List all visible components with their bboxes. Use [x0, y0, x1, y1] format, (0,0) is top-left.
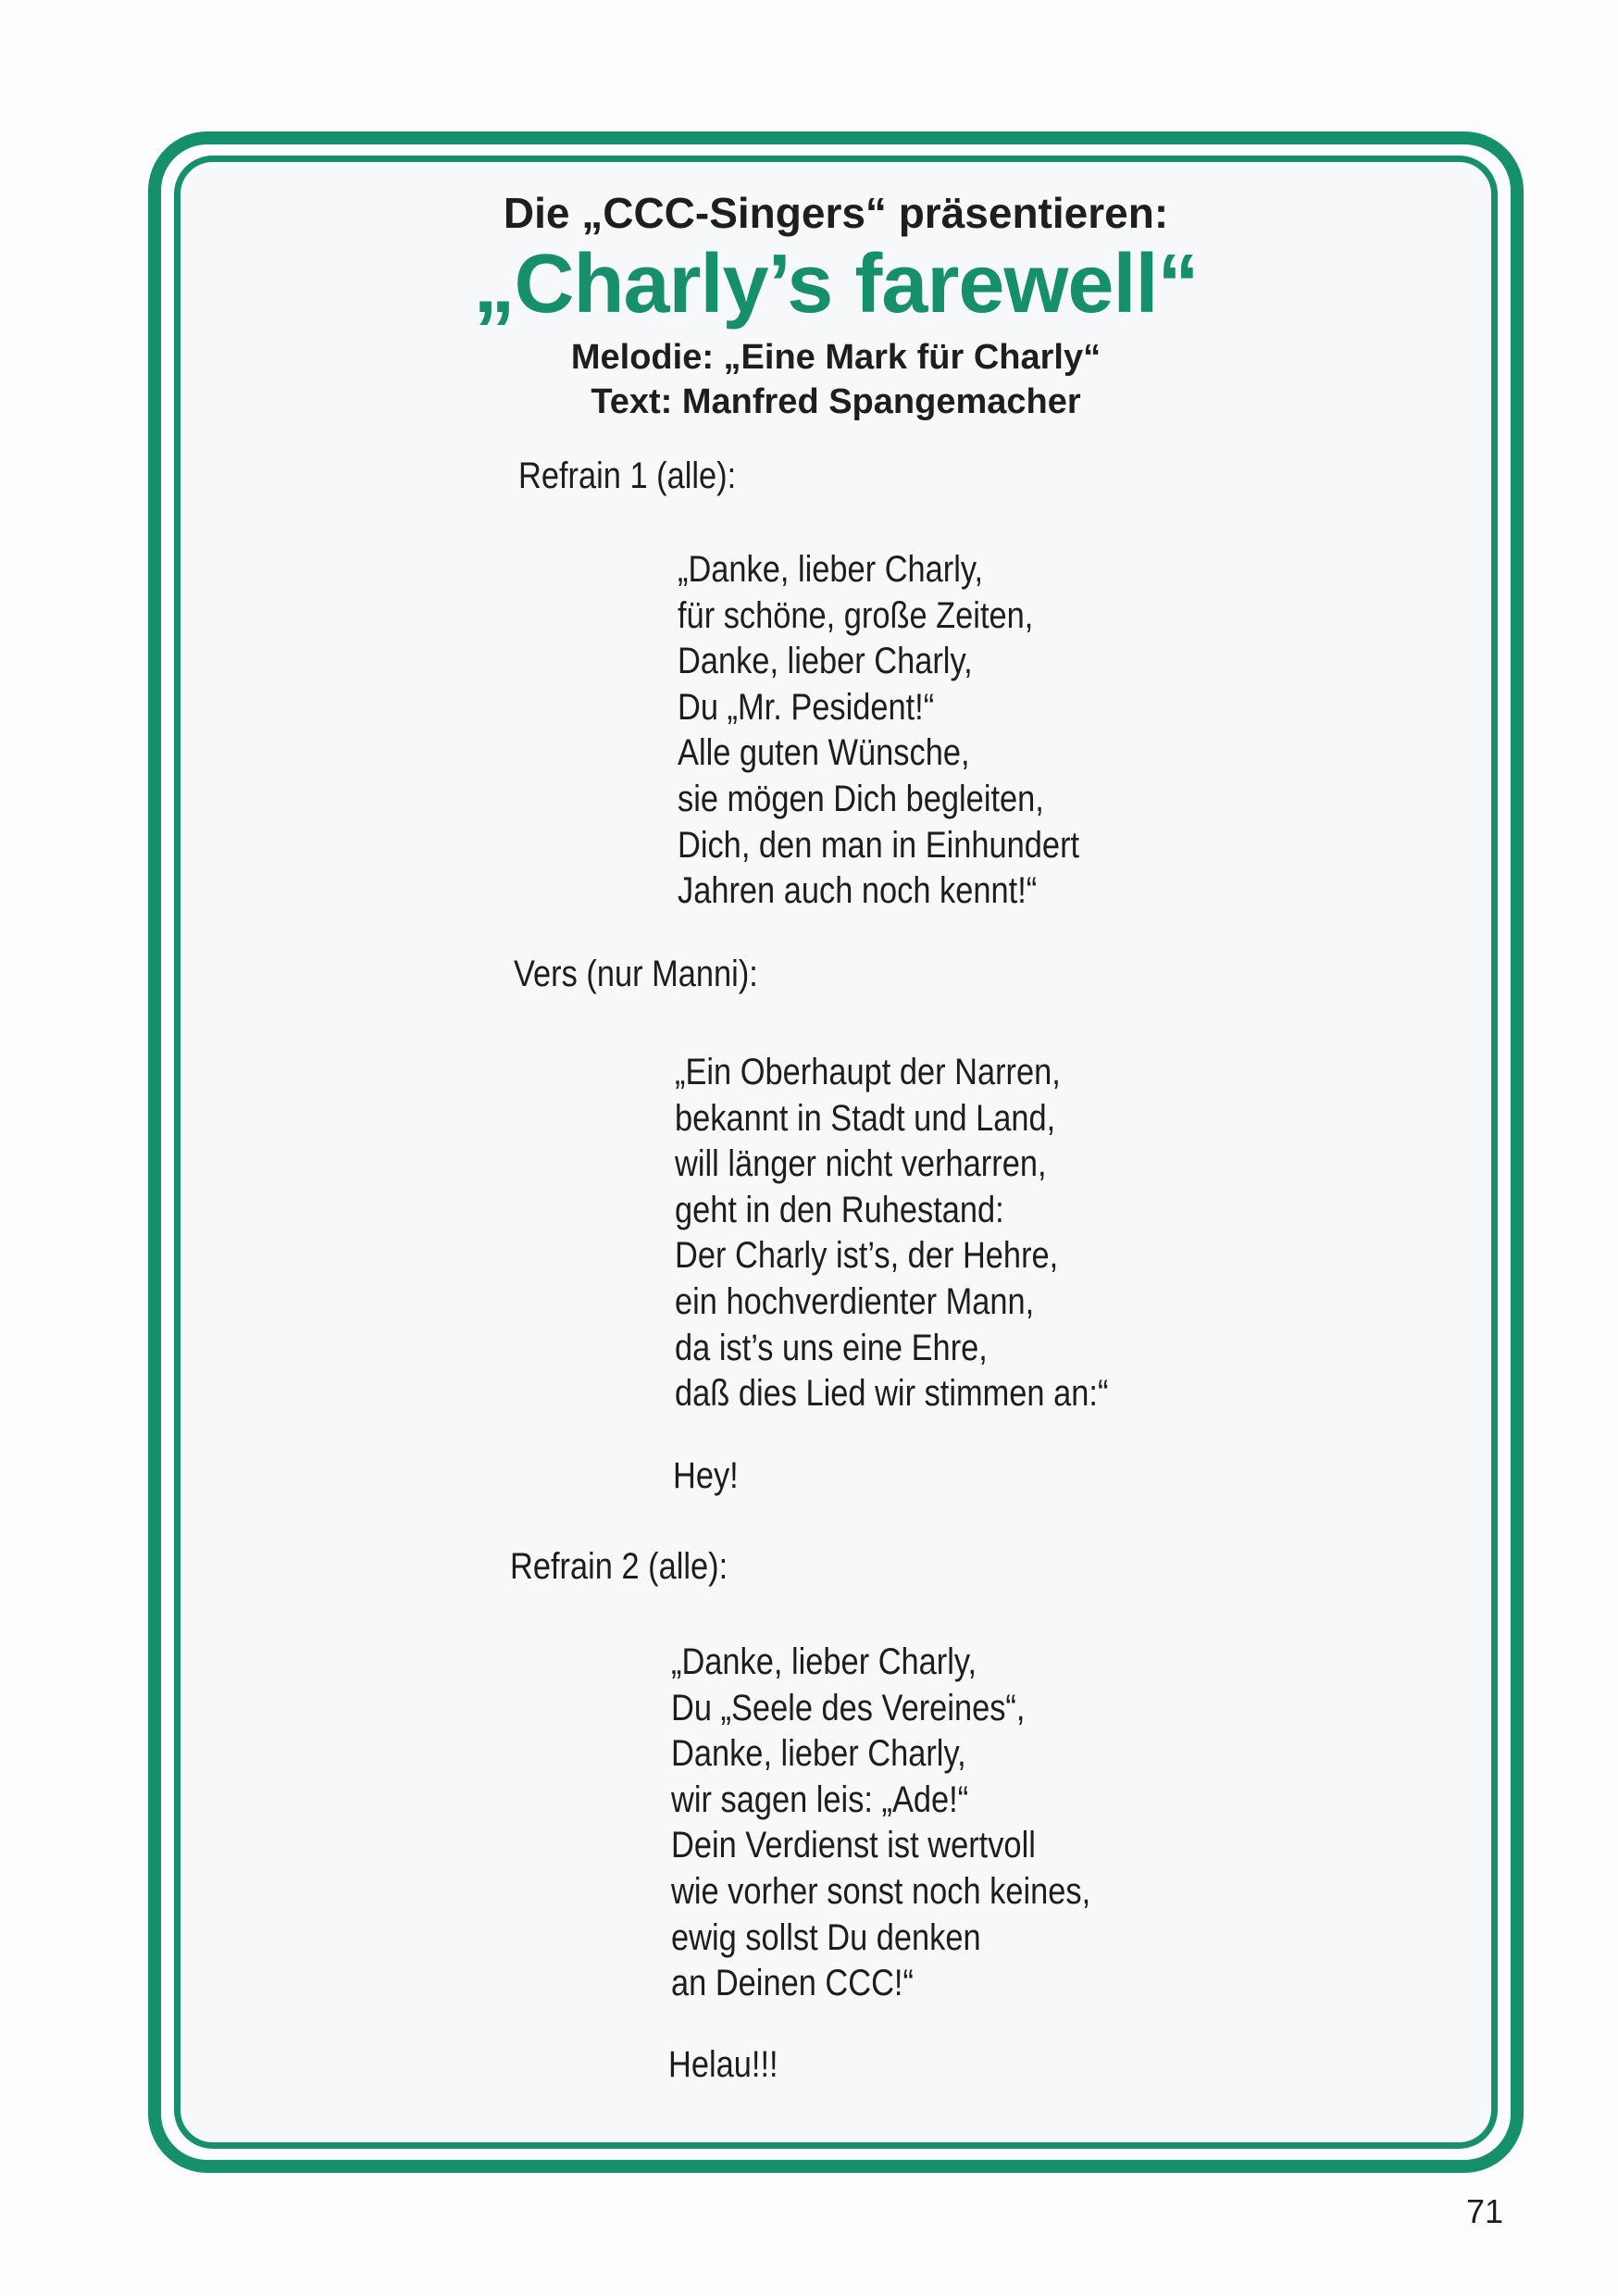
verse-line: Dein Verdienst ist wertvoll — [671, 1825, 1036, 1866]
verse-line: „Danke, lieber Charly, — [678, 549, 984, 590]
verse-line: bekannt in Stadt und Land, — [675, 1097, 1056, 1139]
verse-line: will länger nicht verharren, — [675, 1143, 1047, 1185]
verse-line: Du „Seele des Vereines“, — [671, 1687, 1026, 1728]
song-title: „Charly’s farewell“ — [473, 238, 1199, 331]
verse-line: Alle guten Wünsche, — [678, 732, 970, 774]
verse-line: geht in den Ruhestand: — [675, 1189, 1004, 1230]
verse-line: an Deinen CCC!“ — [671, 1963, 914, 2004]
melody-line: Melodie: „Eine Mark für Charly“ — [570, 338, 1101, 377]
verse-line: daß dies Lied wir stimmen an:“ — [675, 1373, 1109, 1415]
refrain2-exclamation: Helau!!! — [668, 2044, 778, 2085]
vers-label: Vers (nur Manni): — [514, 954, 758, 994]
presenter-line: Die „CCC-Singers“ präsentieren: — [503, 189, 1169, 237]
verse-line: Danke, lieber Charly, — [678, 641, 973, 682]
refrain2-label: Refrain 2 (alle): — [510, 1546, 728, 1587]
verse-line: Danke, lieber Charly, — [671, 1733, 966, 1775]
verse-line: da ist’s uns eine Ehre, — [675, 1327, 988, 1368]
verse-line: sie mögen Dich begleiten, — [678, 778, 1044, 819]
author-line: Text: Manfred Spangemacher — [591, 382, 1081, 421]
vers-exclamation: Hey! — [673, 1455, 739, 1496]
verse-line: Du „Mr. Pesident!“ — [678, 686, 935, 728]
verse-line: wie vorher sonst noch keines, — [671, 1870, 1091, 1912]
verse-line: „Danke, lieber Charly, — [671, 1641, 977, 1682]
page-number: 71 — [1466, 2192, 1504, 2230]
verse-line: wir sagen leis: „Ade!“ — [671, 1778, 969, 1820]
verse-line: für schöne, große Zeiten, — [678, 594, 1034, 636]
refrain2-verse — [671, 1640, 1090, 2007]
verse-line: Jahren auch noch kennt!“ — [678, 870, 1038, 912]
verse-line: ein hochverdienter Mann, — [675, 1280, 1035, 1322]
verse-line: Dich, den man in Einhundert — [678, 824, 1080, 866]
verse-line: ewig sollst Du denken — [671, 1916, 981, 1958]
vers-verse — [675, 1050, 1108, 1417]
refrain1-label: Refrain 1 (alle): — [518, 455, 737, 496]
refrain1-verse — [678, 547, 1079, 915]
verse-line: „Ein Oberhaupt der Narren, — [675, 1052, 1061, 1092]
verse-line: Der Charly ist’s, der Hehre, — [675, 1235, 1059, 1277]
